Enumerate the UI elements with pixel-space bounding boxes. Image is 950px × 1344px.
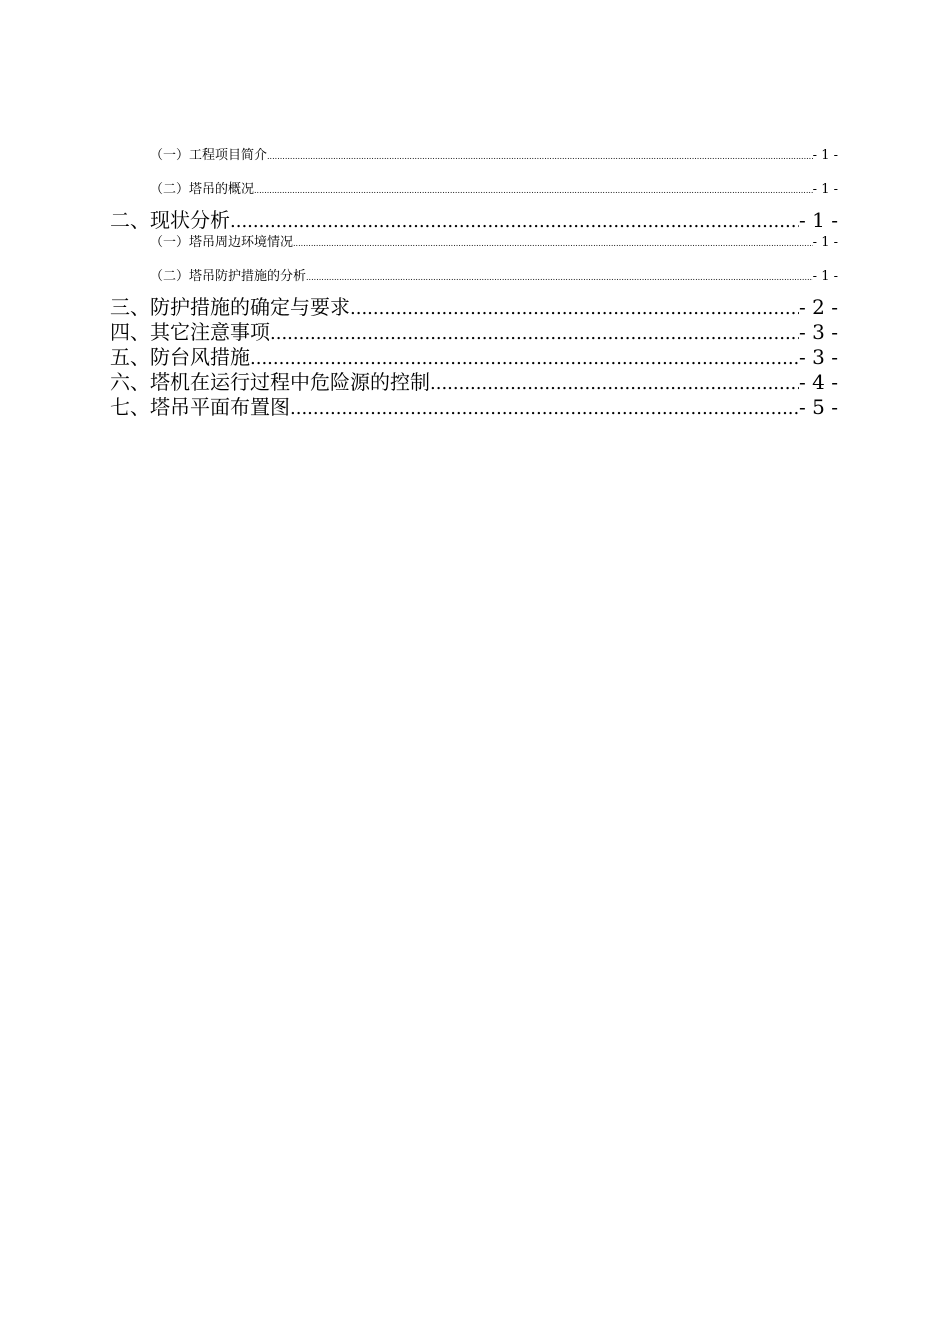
toc-entry-title: （一）工程项目简介 bbox=[150, 148, 268, 163]
toc-page-number: - 1 - bbox=[799, 208, 838, 232]
toc-page-number: - 5 - bbox=[799, 395, 838, 419]
toc-entry-other-notes[interactable] bbox=[110, 320, 838, 345]
toc-entry-protection-analysis[interactable] bbox=[110, 267, 838, 287]
toc-dot-leader bbox=[270, 321, 799, 346]
toc-entry-title: 六、塔机在运行过程中危险源的控制 bbox=[110, 370, 430, 394]
toc-page-number: - 1 - bbox=[812, 148, 838, 163]
toc-entry-surroundings[interactable] bbox=[110, 233, 838, 253]
toc-page-number: - 3 - bbox=[799, 320, 838, 344]
toc-page-number: - 1 - bbox=[812, 269, 838, 284]
toc-entry-title: 七、塔吊平面布置图 bbox=[110, 395, 290, 419]
toc-entry-title: （二）塔吊的概况 bbox=[150, 182, 255, 197]
toc-entry-title: （一）塔吊周边环境情况 bbox=[150, 235, 294, 250]
toc-entry-hazard-control[interactable] bbox=[110, 370, 838, 395]
toc-entry-title: 五、防台风措施 bbox=[110, 345, 250, 369]
toc-entry-title: 三、防护措施的确定与要求 bbox=[110, 295, 350, 319]
toc-dot-leader bbox=[350, 296, 799, 321]
toc-dot-leader bbox=[430, 371, 799, 396]
toc-entry-layout-plan[interactable] bbox=[110, 395, 838, 420]
toc-dot-leader bbox=[250, 346, 799, 371]
toc-page-number: - 3 - bbox=[799, 345, 838, 369]
toc-dot-leader bbox=[306, 268, 813, 288]
toc-entry-status-analysis[interactable] bbox=[110, 208, 838, 233]
toc-entry-protection-measures[interactable] bbox=[110, 295, 838, 320]
toc-dot-leader bbox=[254, 181, 813, 201]
toc-dot-leader bbox=[230, 209, 799, 234]
toc-dot-leader bbox=[293, 234, 813, 254]
toc-dot-leader bbox=[290, 396, 799, 421]
toc-page-number: - 2 - bbox=[799, 295, 838, 319]
toc-page-number: - 1 - bbox=[812, 235, 838, 250]
toc-dot-leader bbox=[267, 147, 813, 167]
toc-entry-crane-overview[interactable] bbox=[110, 180, 838, 200]
toc-entry-title: （二）塔吊防护措施的分析 bbox=[150, 269, 307, 284]
toc-page-number: - 4 - bbox=[799, 370, 838, 394]
toc-page-number: - 1 - bbox=[812, 182, 838, 197]
toc-entry-typhoon-measures[interactable] bbox=[110, 345, 838, 370]
toc-entry-project-intro[interactable] bbox=[110, 146, 838, 166]
table-of-contents bbox=[110, 146, 838, 420]
toc-entry-title: 四、其它注意事项 bbox=[110, 320, 270, 344]
toc-entry-title: 二、现状分析 bbox=[110, 208, 230, 232]
